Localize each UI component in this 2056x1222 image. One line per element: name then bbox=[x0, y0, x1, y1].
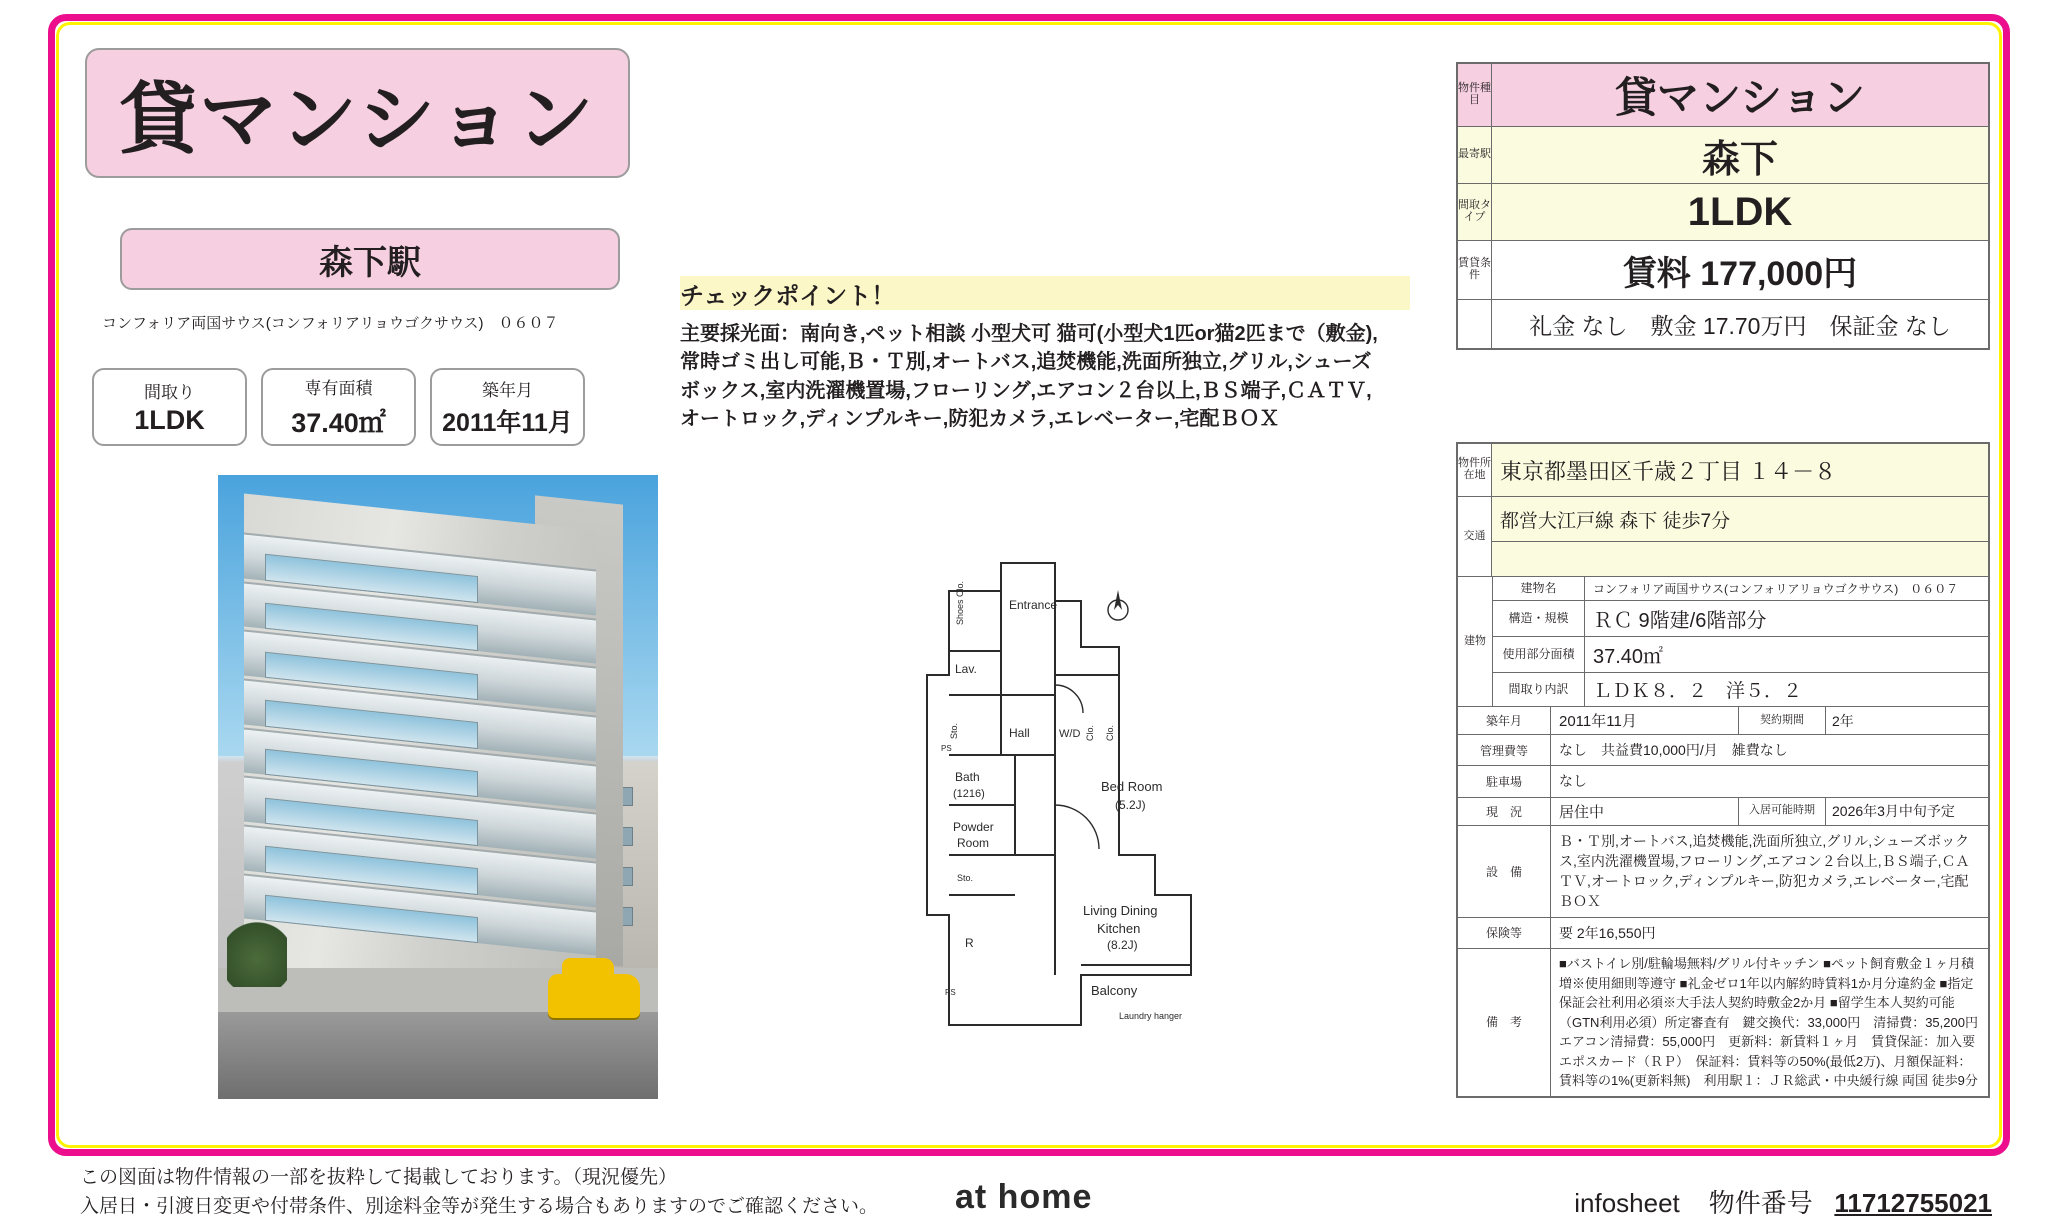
detail-value-equipment: Ｂ・Ｔ別,オートバス,追焚機能,洗面所独立,グリル,シューズボックス,室内洗濯機置場,フローリング,エアコン２台以上,ＢＳ端子,ＣＡＴＶ,オートロック,ディンプルキー,防犯カメラ,エレベーター,宅配ＢＯＸ bbox=[1559, 832, 1970, 910]
spec-area-value: 37.40㎡ bbox=[291, 408, 386, 438]
detail-value-access-2 bbox=[1492, 541, 1988, 576]
building-sub-name: 建物名 bbox=[1493, 577, 1585, 600]
building-value-name: コンフォリア両国サウス(コンフォリアリョウゴクサウス) ０６０７ bbox=[1593, 582, 1959, 596]
detail-row-status bbox=[1458, 798, 1988, 826]
summary-value-type: 貸マンション bbox=[1492, 64, 1988, 126]
svg-text:Shoes Clo.: Shoes Clo. bbox=[955, 580, 965, 625]
svg-text:Powder: Powder bbox=[953, 820, 994, 834]
svg-text:Bed Room: Bed Room bbox=[1101, 779, 1163, 794]
summary-key-deposit bbox=[1458, 300, 1492, 348]
summary-row-station bbox=[1458, 127, 1988, 184]
summary-table bbox=[1456, 62, 1990, 350]
detail-value-contract: 2年 bbox=[1832, 712, 1854, 729]
building-sub-structure: 構造・規模 bbox=[1493, 601, 1585, 636]
detail-value-parking: なし bbox=[1559, 773, 1587, 790]
detail-value-remarks: ■バストイレ別/駐輪場無料/グリル付キッチン ■ペット飼育敷金１ヶ月積増※使用細則等遵守 ■礼金ゼロ1年以内解約時賃料1か月分違約金 ■指定保証会社利用必須※大手法人契約時敷金2か月 ■留学生本人契約可能（GTN利用必須）所定審査有 鍵交換代：33,000円 清掃費：35,200円 エアコン清掃費：55,000円 更新料：新賃料１ヶ月 賃貸保証：加入要 エポスカード（ＲＰ） 保証料：賃料等の50%(最低2万)、月額保証料：賃料等の1%(更新料無) 利用駅１：ＪＲ総武・中央緩行線 両国 徒歩9分 bbox=[1559, 956, 1991, 1089]
detail-row-parking bbox=[1458, 766, 1988, 797]
summary-value-rent: 賃料 177,000円 bbox=[1622, 254, 1858, 293]
property-type-title bbox=[85, 48, 630, 178]
spec-layout bbox=[92, 368, 247, 446]
summary-key-type: 物件種目 bbox=[1458, 64, 1492, 126]
svg-text:PS: PS bbox=[945, 988, 956, 997]
detail-key-equipment: 設 備 bbox=[1458, 826, 1551, 917]
spec-layout-label: 間取り bbox=[144, 383, 195, 402]
summary-key-rent: 賃貸条件 bbox=[1458, 241, 1492, 299]
detail-key-access: 交通 bbox=[1458, 497, 1492, 576]
summary-key-station: 最寄駅 bbox=[1458, 127, 1492, 183]
svg-text:Laundry hanger: Laundry hanger bbox=[1119, 1011, 1183, 1021]
photo-car bbox=[548, 974, 640, 1018]
infosheet-label: infosheet bbox=[1574, 1188, 1680, 1218]
detail-value-mgmt: なし 共益費10,000円/月 雑費なし bbox=[1559, 742, 1788, 758]
compass-icon bbox=[1105, 588, 1131, 627]
floor-plan bbox=[905, 555, 1225, 1125]
detail-value-insurance: 要 2年16,550円 bbox=[1559, 924, 1656, 941]
building-sub-area: 使用部分面積 bbox=[1493, 637, 1585, 672]
photo-building-facade bbox=[244, 494, 596, 1018]
footer-note bbox=[80, 1163, 980, 1222]
svg-text:Sto.: Sto. bbox=[957, 873, 974, 883]
detail-key-mgmt: 管理費等 bbox=[1458, 735, 1551, 765]
spec-year-label: 築年月 bbox=[482, 380, 533, 400]
building-value-area: 37.40㎡ bbox=[1593, 646, 1664, 668]
building-row bbox=[1493, 637, 1988, 673]
summary-key-layout: 間取タイプ bbox=[1458, 184, 1492, 240]
footer-note-line-2: 入居日・引渡日変更や付帯条件、別途料金等が発生する場合もありますのでご確認ください。 bbox=[80, 1196, 879, 1218]
svg-text:Sto.: Sto. bbox=[949, 722, 959, 739]
building-value-breakdown: ＬＤＫ８．２ 洋５．２ bbox=[1593, 681, 1803, 702]
spec-area-label: 専有面積 bbox=[304, 379, 373, 398]
detail-key-year: 築年月 bbox=[1458, 707, 1551, 734]
building-row bbox=[1493, 673, 1988, 706]
detail-row-access bbox=[1458, 497, 1988, 577]
property-no-label: 物件番号 bbox=[1708, 1188, 1813, 1218]
detail-key-status: 現 況 bbox=[1458, 798, 1551, 825]
photo-plant bbox=[227, 917, 287, 987]
detail-value-status: 居住中 bbox=[1559, 803, 1605, 821]
infosheet-footer bbox=[1574, 1183, 1992, 1220]
svg-text:Clo.: Clo. bbox=[1085, 724, 1095, 741]
svg-text:R: R bbox=[965, 936, 974, 950]
svg-text:(8.2J): (8.2J) bbox=[1107, 938, 1138, 952]
detail-key-insurance: 保険等 bbox=[1458, 918, 1551, 948]
detail-table bbox=[1456, 442, 1990, 1098]
building-photo bbox=[218, 475, 658, 1099]
svg-text:Living Dining: Living Dining bbox=[1083, 903, 1158, 918]
summary-value-deposit: 礼金 なし 敷金 17.70万円 保証金 なし bbox=[1529, 312, 1951, 339]
detail-row-building bbox=[1458, 577, 1988, 707]
building-sub-breakdown: 間取り内訳 bbox=[1493, 673, 1585, 706]
summary-row-rent bbox=[1458, 241, 1988, 300]
summary-value-layout: 1LDK bbox=[1492, 184, 1988, 240]
detail-key-remarks: 備 考 bbox=[1458, 949, 1551, 1096]
spec-row bbox=[92, 368, 585, 446]
athome-logo bbox=[955, 1178, 1092, 1217]
building-row bbox=[1493, 601, 1988, 637]
spec-year bbox=[430, 368, 585, 446]
property-no-value: 11712755021 bbox=[1834, 1188, 1992, 1218]
station-label: 森下駅 bbox=[319, 243, 421, 282]
svg-text:W/D: W/D bbox=[1059, 728, 1081, 740]
detail-key-movein: 入居可能時期 bbox=[1738, 798, 1826, 825]
detail-row-address bbox=[1458, 444, 1988, 497]
svg-text:Balcony: Balcony bbox=[1091, 983, 1138, 998]
detail-key-address: 物件所在地 bbox=[1458, 444, 1492, 496]
svg-text:Lav.: Lav. bbox=[955, 662, 977, 676]
detail-value-address: 東京都墨田区千歳２丁目 １４－８ bbox=[1492, 444, 1988, 496]
spec-layout-value: 1LDK bbox=[134, 405, 205, 435]
summary-row-deposit bbox=[1458, 300, 1988, 348]
summary-value-station: 森下 bbox=[1492, 127, 1988, 183]
spec-area bbox=[261, 368, 416, 446]
detail-value-movein: 2026年3月中旬予定 bbox=[1832, 803, 1955, 820]
photo-road bbox=[218, 1012, 658, 1099]
checkpoint-line: 常時ゴミ出し可能,Ｂ・Ｔ別,オートバス,追焚機能,洗面所独立,グリル,シューズ bbox=[680, 351, 1372, 374]
detail-row-insurance bbox=[1458, 918, 1988, 949]
svg-text:Entrance: Entrance bbox=[1009, 598, 1058, 612]
svg-text:Clo.: Clo. bbox=[1105, 724, 1115, 741]
detail-row-remarks bbox=[1458, 949, 1991, 1096]
footer-note-line-1: この図面は物件情報の一部を抜粋して掲載しております。（現況優先） bbox=[80, 1167, 677, 1188]
detail-row-equipment bbox=[1458, 826, 1988, 918]
summary-row-type bbox=[1458, 64, 1988, 127]
checkpoint-title-text: チェックポイント！ bbox=[680, 282, 896, 310]
svg-text:(1216): (1216) bbox=[953, 788, 985, 800]
checkpoint-title bbox=[680, 276, 1410, 310]
svg-text:Kitchen: Kitchen bbox=[1097, 921, 1141, 936]
svg-text:Bath: Bath bbox=[955, 770, 980, 784]
svg-text:Hall: Hall bbox=[1009, 726, 1030, 740]
checkpoint-line: ボックス,室内洗濯機置場,フローリング,エアコン２台以上,ＢＳ端子,ＣＡＴＶ, bbox=[680, 379, 1372, 402]
building-row bbox=[1493, 577, 1988, 601]
detail-row-year bbox=[1458, 707, 1988, 735]
detail-value-year: 2011年11月 bbox=[1559, 713, 1637, 730]
athome-logo-text: at home bbox=[955, 1178, 1093, 1216]
detail-key-building: 建物 bbox=[1458, 577, 1493, 706]
svg-text:(5.2J): (5.2J) bbox=[1115, 798, 1146, 812]
detail-row-mgmt bbox=[1458, 735, 1988, 766]
detail-value-access: 都営大江戸線 森下 徒歩7分 bbox=[1492, 497, 1988, 541]
spec-year-value: 2011年11月 bbox=[442, 408, 573, 437]
checkpoint-line: オートロック,ディンプルキー,防犯カメラ,エレベーター,宅配ＢＯＸ bbox=[680, 408, 1280, 431]
svg-text:PS: PS bbox=[941, 744, 952, 753]
building-value-structure: ＲＣ 9階建/6階部分 bbox=[1593, 610, 1767, 632]
checkpoint-body bbox=[680, 320, 1410, 434]
station-box bbox=[120, 228, 620, 290]
svg-text:Room: Room bbox=[957, 836, 990, 850]
property-type-text: 貸マンション bbox=[119, 75, 596, 165]
summary-row-layout bbox=[1458, 184, 1988, 241]
detail-key-parking: 駐車場 bbox=[1458, 766, 1551, 796]
checkpoint-line: 主要採光面：南向き,ペット相談 小型犬可 猫可(小型犬1匹or猫2匹まで（敷金), bbox=[680, 323, 1378, 345]
building-name-line: コンフォリア両国サウス(コンフォリアリョウゴクサウス) ０６０７ bbox=[102, 315, 559, 332]
detail-key-contract: 契約期間 bbox=[1738, 707, 1826, 734]
